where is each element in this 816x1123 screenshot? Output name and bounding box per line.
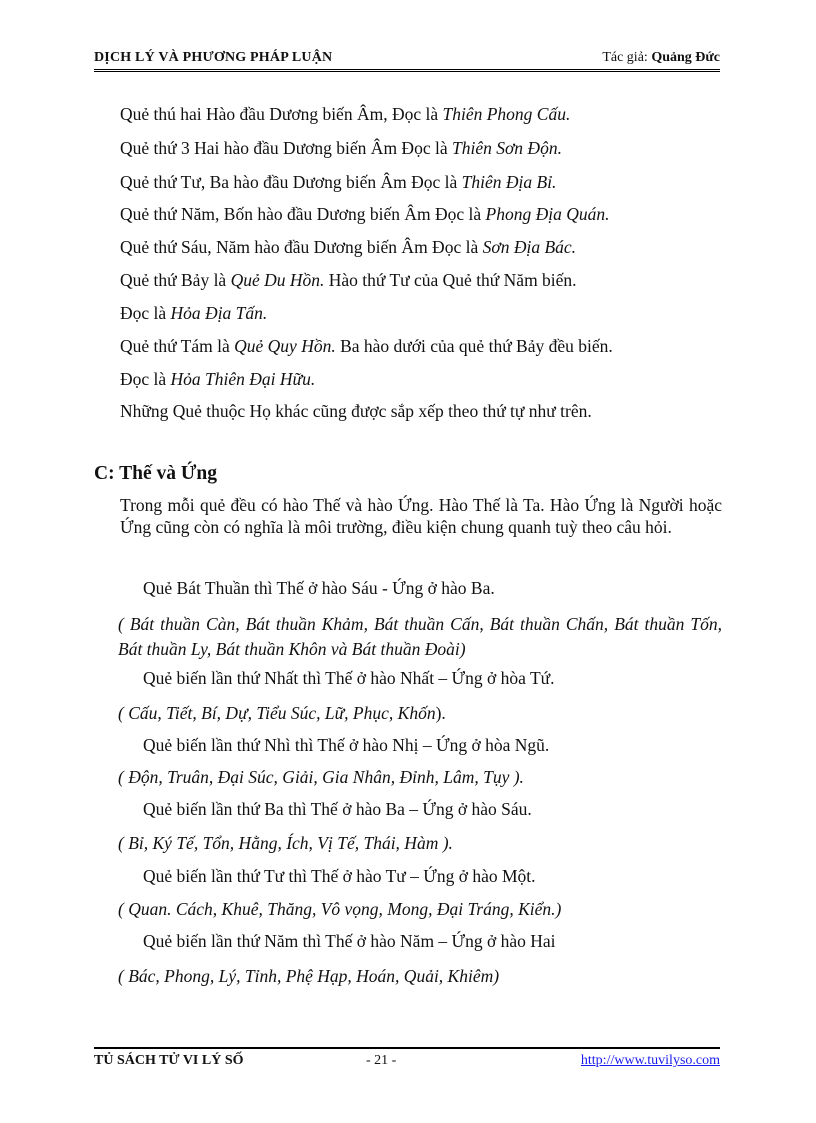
intro-paragraph: Trong mỗi quẻ đều có hào Thế và hào Ứng. Hào Thế là Ta. Hào Ứng là Người hoặc Ứng cũng còn có nghĩa là môi trường, điều kiện chung quanh tuỳ theo câu hỏi. [120,495,722,537]
hexagram-name: Thiên Địa Bỉ. [461,172,557,192]
author [602,50,720,66]
page-header [94,50,720,72]
list-text: Quẻ thứ Bảy là [120,270,231,290]
author-name: Quảng Đức [651,50,720,65]
book-title: DỊCH LÝ VÀ PHƯƠNG PHÁP LUẬN [94,50,333,65]
footer-series: TỦ SÁCH TỬ VI LÝ SỐ [94,1053,244,1068]
rule-line: Quẻ biến lần thứ Nhất thì Thế ở hào Nhất – Ứng ở hòa Tứ. [143,668,555,688]
list-text: Quẻ thứ Sáu, Năm hào đầu Dương biến Âm Đọc là [120,237,483,257]
example-tail: ). [435,703,446,723]
list-item [120,104,570,125]
page-number: - 21 - [366,1053,397,1068]
page-footer [94,1047,720,1069]
list-text: Quẻ thứ Năm, Bốn hào đầu Dương biến Âm Đọc là [120,204,486,224]
hexagram-name: Quẻ Quy Hồn. [234,336,336,356]
hexagram-name: Hỏa Địa Tấn. [170,303,268,323]
list-item [120,270,577,291]
list-text: Đọc là [120,303,171,323]
example-list: ( Bỉ, Ký Tế, Tổn, Hằng, Ích, Vị Tế, Thái, Hàm ). [118,833,453,853]
hexagram-name: Hỏa Thiên Đại Hữu. [170,369,316,389]
list-item [120,401,592,422]
rule-line: Quẻ biến lần thứ Tư thì Thế ở hào Tư – Ứng ở hào Một. [143,866,536,886]
rule-line: Quẻ biến lần thứ Nhì thì Thế ở hào Nhị – Ứng ở hòa Ngũ. [143,735,550,755]
example-list: ( Bác, Phong, Lý, Tỉnh, Phệ Hạp, Hoán, Quải, Khiêm) [118,966,500,986]
hexagram-name: Thiên Phong Cấu. [442,104,571,124]
list-item [120,303,267,324]
hexagram-name: Phong Địa Quán. [485,204,610,224]
example-list: ( Độn, Truân, Đại Súc, Giải, Gia Nhân, Đỉnh, Lâm, Tụy ). [118,767,524,787]
rule-line: Quẻ Bát Thuần thì Thế ở hào Sáu - Ứng ở hào Ba. [143,578,495,598]
hexagram-name: Quẻ Du Hồn. [230,270,325,290]
list-text: Quẻ thứ 3 Hai hào đầu Dương biến Âm Đọc là [120,138,452,158]
author-label: Tác giả: [602,50,652,65]
footer-link[interactable]: http://www.tuvilyso.com [580,1053,720,1068]
list-item [120,172,556,193]
list-text: Đọc là [120,369,171,389]
example-list: ( Quan. Cách, Khuê, Thăng, Vô vọng, Mong, Đại Tráng, Kiển.) [118,899,562,919]
rule-line: Quẻ biến lần thứ Năm thì Thế ở hào Năm – Ứng ở hào Hai [143,931,556,951]
list-text: Những Quẻ thuộc Họ khác cũng được sắp xếp theo thứ tự như trên. [120,401,592,421]
list-item [120,369,315,390]
rule-line: Quẻ biến lần thứ Ba thì Thế ở hào Ba – Ứng ở hào Sáu. [143,799,532,819]
example-names: ( Cấu, Tiết, Bí, Dự, Tiểu Súc, Lữ, Phục, Khốn [118,703,436,723]
list-text: Quẻ thứ Tư, Ba hào đầu Dương biến Âm Đọc là [120,172,462,192]
hexagram-name: Sơn Địa Bác. [482,237,577,257]
list-item [120,336,613,357]
example-list: ( Bát thuần Càn, Bát thuần Khảm, Bát thuần Cấn, Bát thuần Chấn, Bát thuần Tốn, Bát thuần Ly, Bát thuần Khôn và Bát thuần Đoài) [118,614,722,659]
list-item [120,138,562,159]
list-item [120,204,609,225]
example-list [118,703,446,724]
list-text: Ba hào dưới của quẻ thứ Bảy đều biến. [335,336,613,356]
list-text: Quẻ thú hai Hào đầu Dương biến Âm, Đọc là [120,104,443,124]
list-text: Quẻ thứ Tám là [120,336,235,356]
list-text: Hào thứ Tư của Quẻ thứ Năm biến. [324,270,577,290]
section-title: C: Thế và Ứng [94,463,217,484]
hexagram-name: Thiên Sơn Độn. [451,138,562,158]
list-item [120,237,576,258]
